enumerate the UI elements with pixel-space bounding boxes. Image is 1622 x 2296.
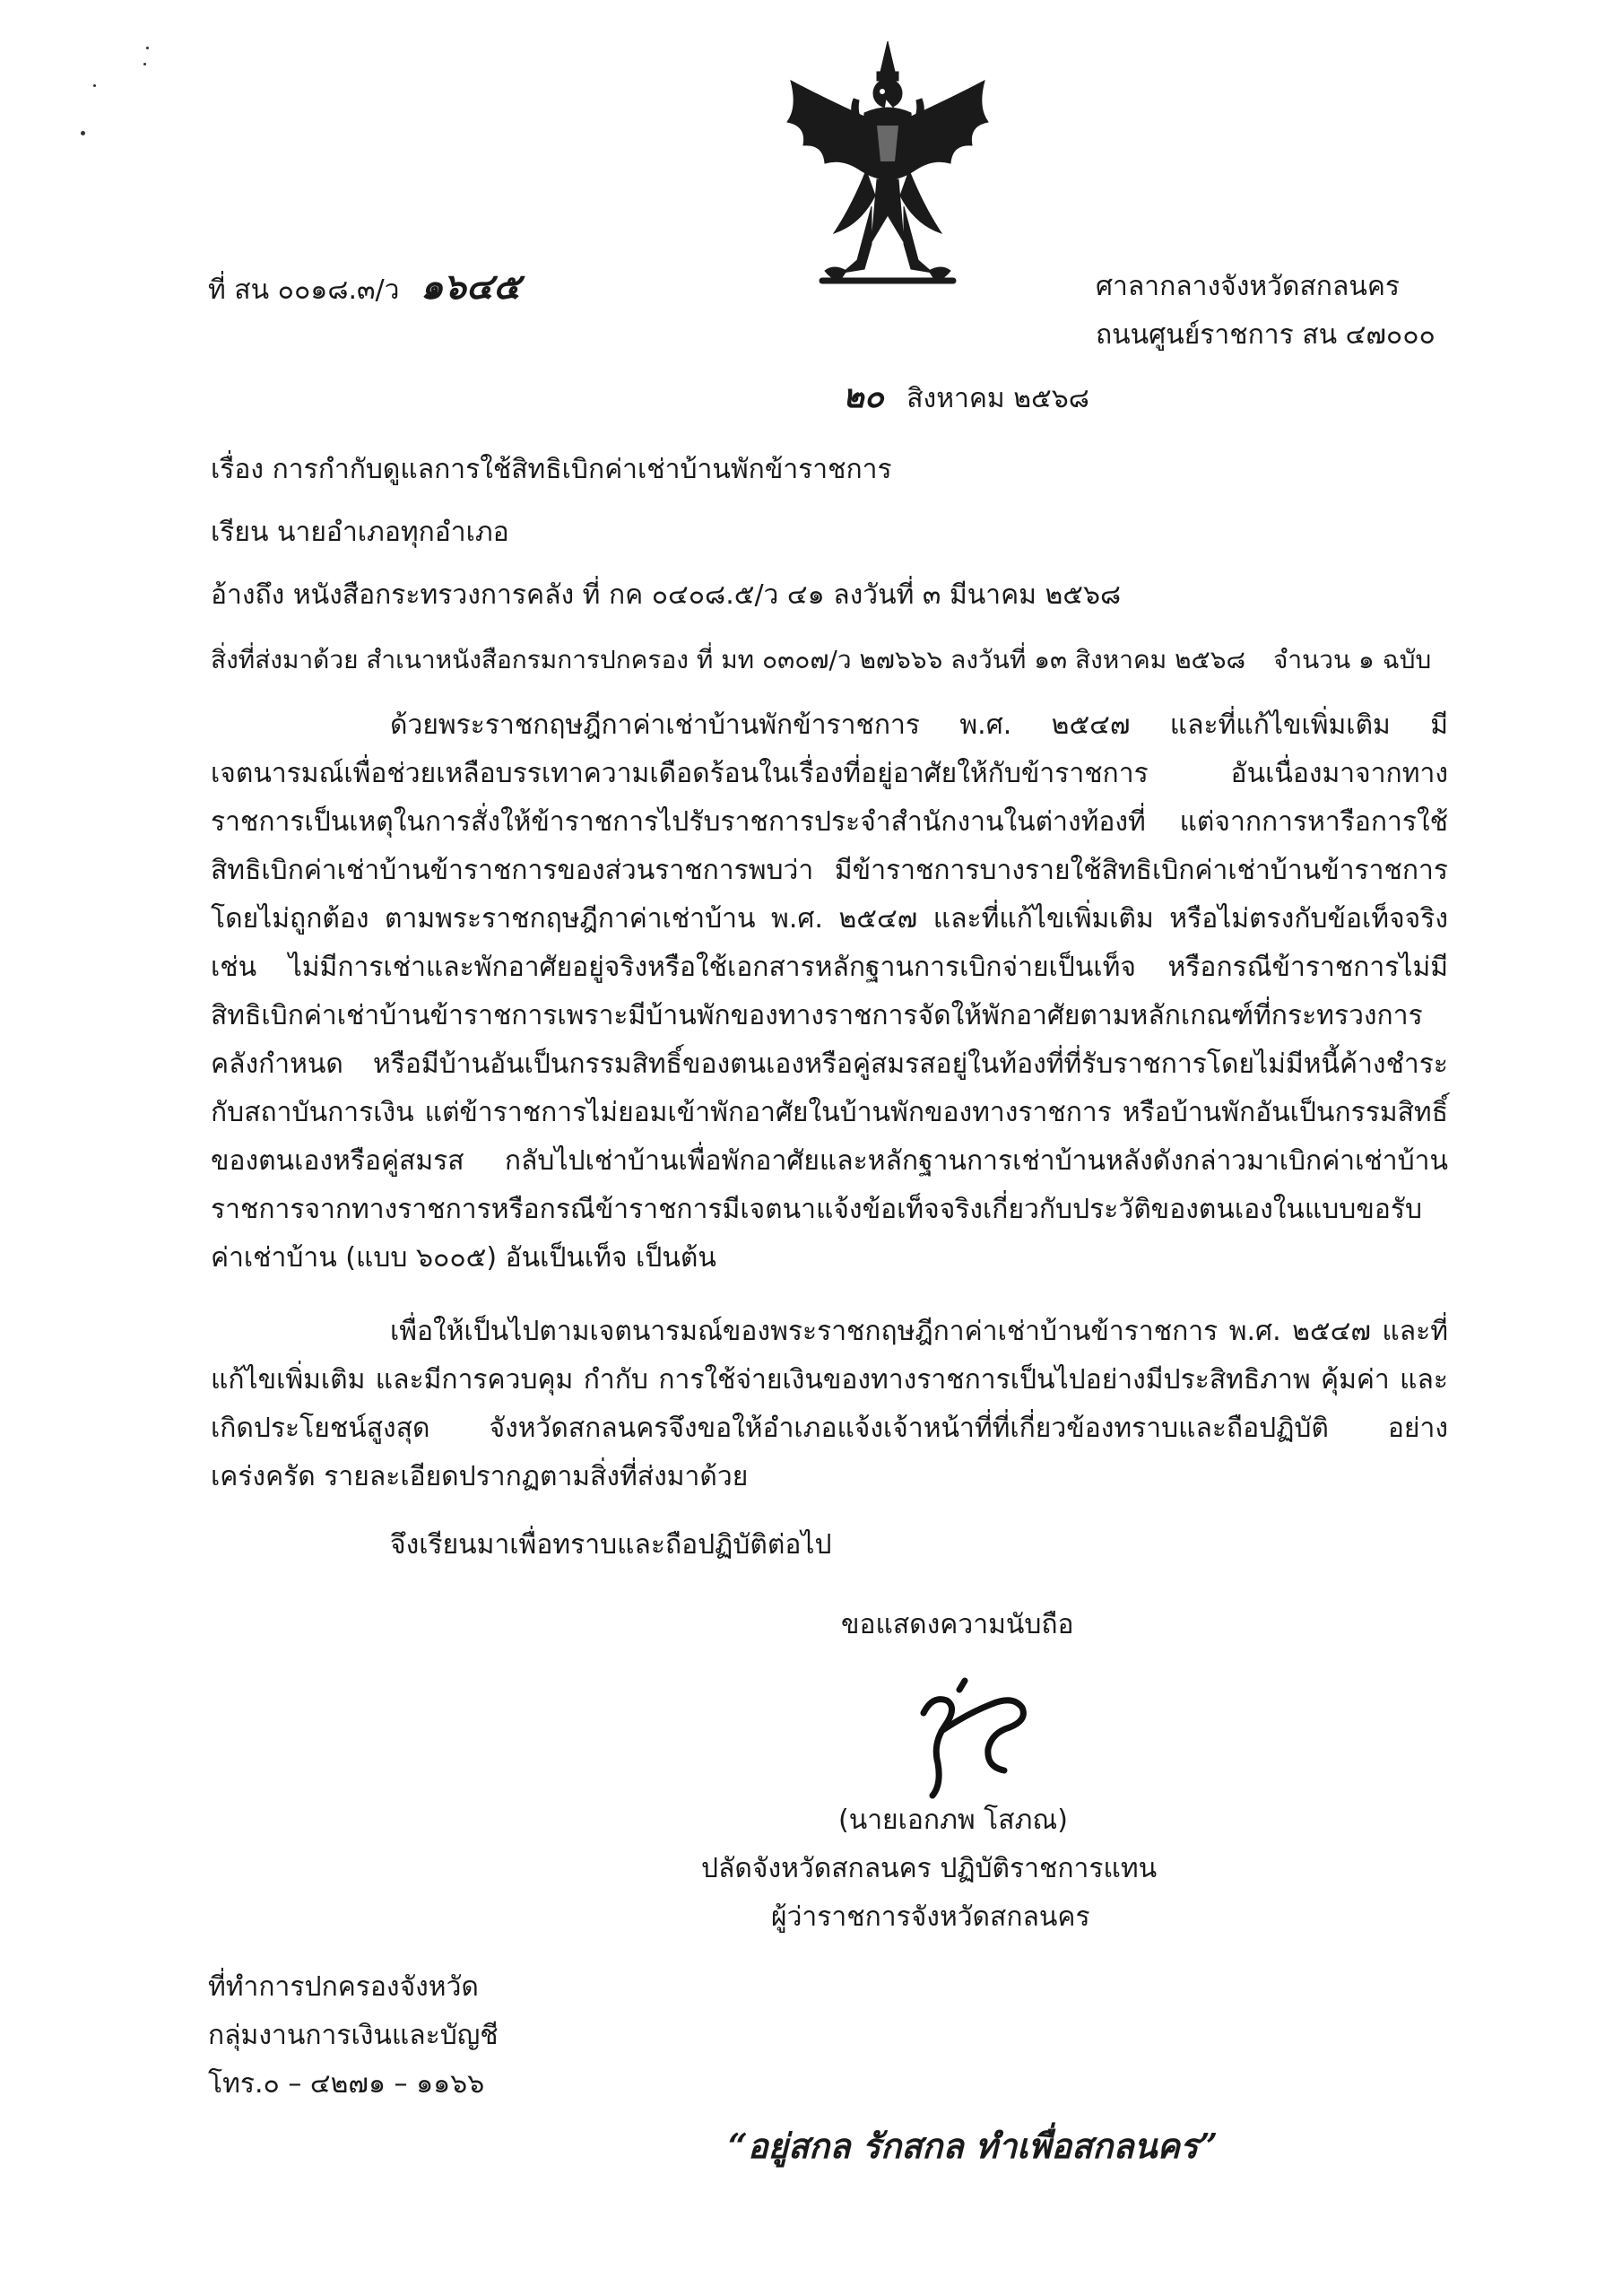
handwritten-signature <box>906 1677 1040 1803</box>
signer-position-2: ผู้ว่าราชการจังหวัดสกลนคร <box>771 1901 1090 1933</box>
slogan: “อยู่สกล รักสกล ทำเพื่อสกลนคร” <box>728 2126 1219 2166</box>
body-paragraph-1: ด้วยพระราชกฤษฎีกาค่าเช่าบ้านพักข้าราชการ พ.ศ. ๒๕๔๗ และที่แก้ไขเพิ่มเติม มีเจตนารมณ์เพื่อช่วยเหลือบรรเทาความเดือดร้อนในเรื่องที่อยู่อาศัยให้กับข้าราชการ อันเนื่องมาจากทางราชการเป็นเหตุในการสั่งให้ข้าราชการไปรับราชการประจำสำนักงานในต่างท้องที่ แต่จากการหารือการใช้สิทธิเบิกค่าเช่าบ้านข้าราชการของส่วนราชการพบว่า มีข้าราชการบางรายใช้สิทธิเบิกค่าเช่าบ้านข้าราชการโดยไม่ถูกต้อง ตามพระราชกฤษฎีกาค่าเช่าบ้าน พ.ศ. ๒๕๔๗ และที่แก้ไขเพิ่มเติม หรือไม่ตรงกับข้อเท็จจริง เช่น ไม่มีการเช่าและพักอาศัยอยู่จริงหรือใช้เอกสารหลักฐานการเบิกจ่ายเป็นเท็จ หรือกรณีข้าราชการไม่มีสิทธิเบิกค่าเช่าบ้านข้าราชการเพราะมีบ้านพักของทางราชการจัดให้พักอาศัยตามหลักเกณฑ์ที่กระทรวงการคลังกำหนด หรือมีบ้านอันเป็นกรรมสิทธิ์ของตนเองหรือคู่สมรสอยู่ในท้องที่ที่รับราชการโดยไม่มีหนี้ค้างชำระกับสถาบันการเงิน แต่ข้าราชการไม่ยอมเข้าพักอาศัยในบ้านพักของทางราชการ หรือบ้านพักอันเป็นกรรมสิทธิ์ของตนเองหรือคู่สมรส กลับไปเช่าบ้านเพื่อพักอาศัยและหลักฐานการเช่าบ้านหลังดังกล่าวมาเบิกค่าเช่าบ้านราชการจากทางราชการหรือกรณีข้าราชการมีเจตนาแจ้งข้อเท็จจริงเกี่ยวกับประวัติของตนเองในแบบขอรับค่าเช่าบ้าน (แบบ ๖๐๐๕) อันเป็นเท็จ เป็นต้น <box>211 709 1448 1274</box>
footer-phone: โทร.๐ – ๔๒๗๑ – ๑๑๖๖ <box>208 2068 485 2100</box>
scan-speck <box>93 84 96 87</box>
sender-office: ศาลากลางจังหวัดสกลนคร <box>1096 271 1401 302</box>
document-date <box>843 378 1089 417</box>
sender-address: ถนนศูนย์ราชการ สน ๔๗๐๐๐ <box>1096 319 1436 351</box>
ref-no-handwritten: ๑๖๔๕ <box>421 265 521 308</box>
closing-text: ขอแสดงความนับถือ <box>841 1609 1074 1640</box>
scan-speck <box>143 63 146 65</box>
footer-office-2: กลุ่มงานการเงินและบัญชี <box>208 2020 499 2051</box>
footer-office-1: ที่ทำการปกครองจังหวัด <box>208 1971 479 2003</box>
subject-line: เรื่อง การกำกับดูแลการใช้สิทธิเบิกค่าเช่าบ้านพักข้าราชการ <box>211 454 892 485</box>
scan-speck <box>146 47 149 49</box>
scan-speck <box>81 131 85 135</box>
garuda-emblem-icon <box>771 36 1004 296</box>
date-day-handwritten: ๒๐ <box>843 378 884 415</box>
reference-line: อ้างถึง หนังสือกระทรวงการคลัง ที่ กค ๐๔๐๘.๕/ว ๔๑ ลงวันที่ ๓ มีนาคม ๒๕๖๘ <box>211 579 1122 611</box>
signer-name: (นายเอกภพ โสภณ) <box>838 1805 1068 1836</box>
enclosure-line: สิ่งที่ส่งมาด้วย สำเนาหนังสือกรมการปกครอง ที่ มท ๐๓๐๗/ว ๒๗๖๖๖ ลงวันที่ ๑๓ สิงหาคม ๒๕๖๘ <box>211 645 1246 674</box>
enclosure-count: จำนวน ๑ ฉบับ <box>1273 645 1432 674</box>
ref-no-text: ที่ สน ๐๐๑๘.๓/ว <box>208 274 400 306</box>
signer-position-1: ปลัดจังหวัดสกลนคร ปฏิบัติราชการแทน <box>701 1853 1158 1884</box>
reference-number <box>208 265 521 309</box>
recipient-line: เรียน นายอำเภอทุกอำเภอ <box>211 517 509 548</box>
body-paragraph-3: จึงเรียนมาเพื่อทราบและถือปฏิบัติต่อไป <box>390 1529 832 1561</box>
date-month-year: สิงหาคม ๒๕๖๘ <box>906 383 1089 414</box>
body-paragraph-2: เพื่อให้เป็นไปตามเจตนารมณ์ของพระราชกฤษฎีกาค่าเช่าบ้านข้าราชการ พ.ศ. ๒๕๔๗ และที่แก้ไขเพิ่มเติม และมีการควบคุม กำกับ การใช้จ่ายเงินของทางราชการเป็นไปอย่างมีประสิทธิภาพ คุ้มค่า และเกิดประโยชน์สูงสุด จังหวัดสกลนครจึงขอให้อำเภอแจ้งเจ้าหน้าที่ที่เกี่ยวข้องทราบและถือปฏิบัติ อย่างเคร่งครัด รายละเอียดปรากฏตามสิ่งที่ส่งมาด้วย <box>211 1316 1448 1492</box>
